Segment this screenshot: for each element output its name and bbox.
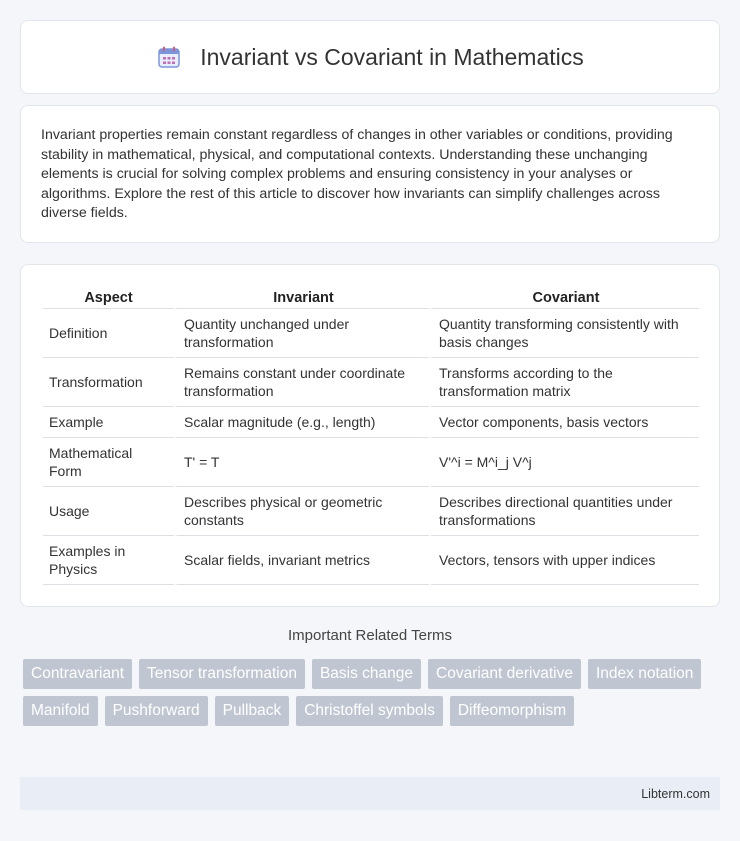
tag-pullback[interactable]: Pullback (215, 696, 290, 726)
table-row (43, 536, 699, 585)
tag-tensor-transformation[interactable]: Tensor transformation (139, 659, 305, 689)
header-card (20, 20, 720, 94)
table-cell: Remains constant under coordinate transformation (174, 358, 429, 407)
table-row (43, 487, 699, 536)
footer-link[interactable]: Libterm.com (641, 786, 710, 801)
intro-card (20, 105, 720, 243)
comparison-table (43, 287, 699, 585)
calendar-icon (156, 44, 182, 70)
table-cell: Scalar magnitude (e.g., length) (174, 407, 429, 438)
table-cell: Transformation (43, 358, 174, 407)
tag-contravariant[interactable]: Contravariant (23, 659, 132, 689)
table-header-row (43, 287, 699, 309)
table-cell: Examples in Physics (43, 536, 174, 585)
tag-christoffel-symbols[interactable]: Christoffel symbols (296, 696, 443, 726)
related-terms-tags (23, 659, 713, 726)
tag-index-notation[interactable]: Index notation (588, 659, 701, 689)
tag-pushforward[interactable]: Pushforward (105, 696, 208, 726)
tag-manifold[interactable]: Manifold (23, 696, 98, 726)
table-cell: Describes physical or geometric constants (174, 487, 429, 536)
table-cell: Vector components, basis vectors (429, 407, 699, 438)
header-aspect: Aspect (43, 287, 174, 309)
table-cell: V'^i = M^i_j V^j (429, 438, 699, 487)
table-cell: Transforms according to the transformation matrix (429, 358, 699, 407)
table-cell: Vectors, tensors with upper indices (429, 536, 699, 585)
table-row (43, 358, 699, 407)
comparison-table-card (20, 264, 720, 607)
table-cell: Quantity unchanged under transformation (174, 309, 429, 358)
page-title: Invariant vs Covariant in Mathematics (200, 43, 584, 70)
tag-diffeomorphism[interactable]: Diffeomorphism (450, 696, 574, 726)
table-row (43, 407, 699, 438)
header-invariant: Invariant (174, 287, 429, 309)
intro-text: Invariant properties remain constant regardless of changes in other variables or conditions, providing stability in mathematical, physical, and computational contexts. Understanding these unchanging elements is crucial for solving complex problems and ensuring consistency in your analyses or algorithms. Explore the rest of this article to discover how invariants can simplify challenges across diverse fields. (41, 127, 673, 222)
title-wrap (156, 44, 584, 71)
table-row (43, 309, 699, 358)
header-covariant: Covariant (429, 287, 699, 309)
footer (20, 777, 720, 810)
table-cell: Mathematical Form (43, 438, 174, 487)
table-row (43, 438, 699, 487)
related-terms-title: Important Related Terms (288, 627, 452, 644)
table-cell: Describes directional quantities under transformations (429, 487, 699, 536)
table-cell: Usage (43, 487, 174, 536)
table-cell: Quantity transforming consistently with basis changes (429, 309, 699, 358)
tag-covariant-derivative[interactable]: Covariant derivative (428, 659, 581, 689)
table-cell: T' = T (174, 438, 429, 487)
tag-basis-change[interactable]: Basis change (312, 659, 421, 689)
table-cell: Example (43, 407, 174, 438)
table-cell: Scalar fields, invariant metrics (174, 536, 429, 585)
table-cell: Definition (43, 309, 174, 358)
